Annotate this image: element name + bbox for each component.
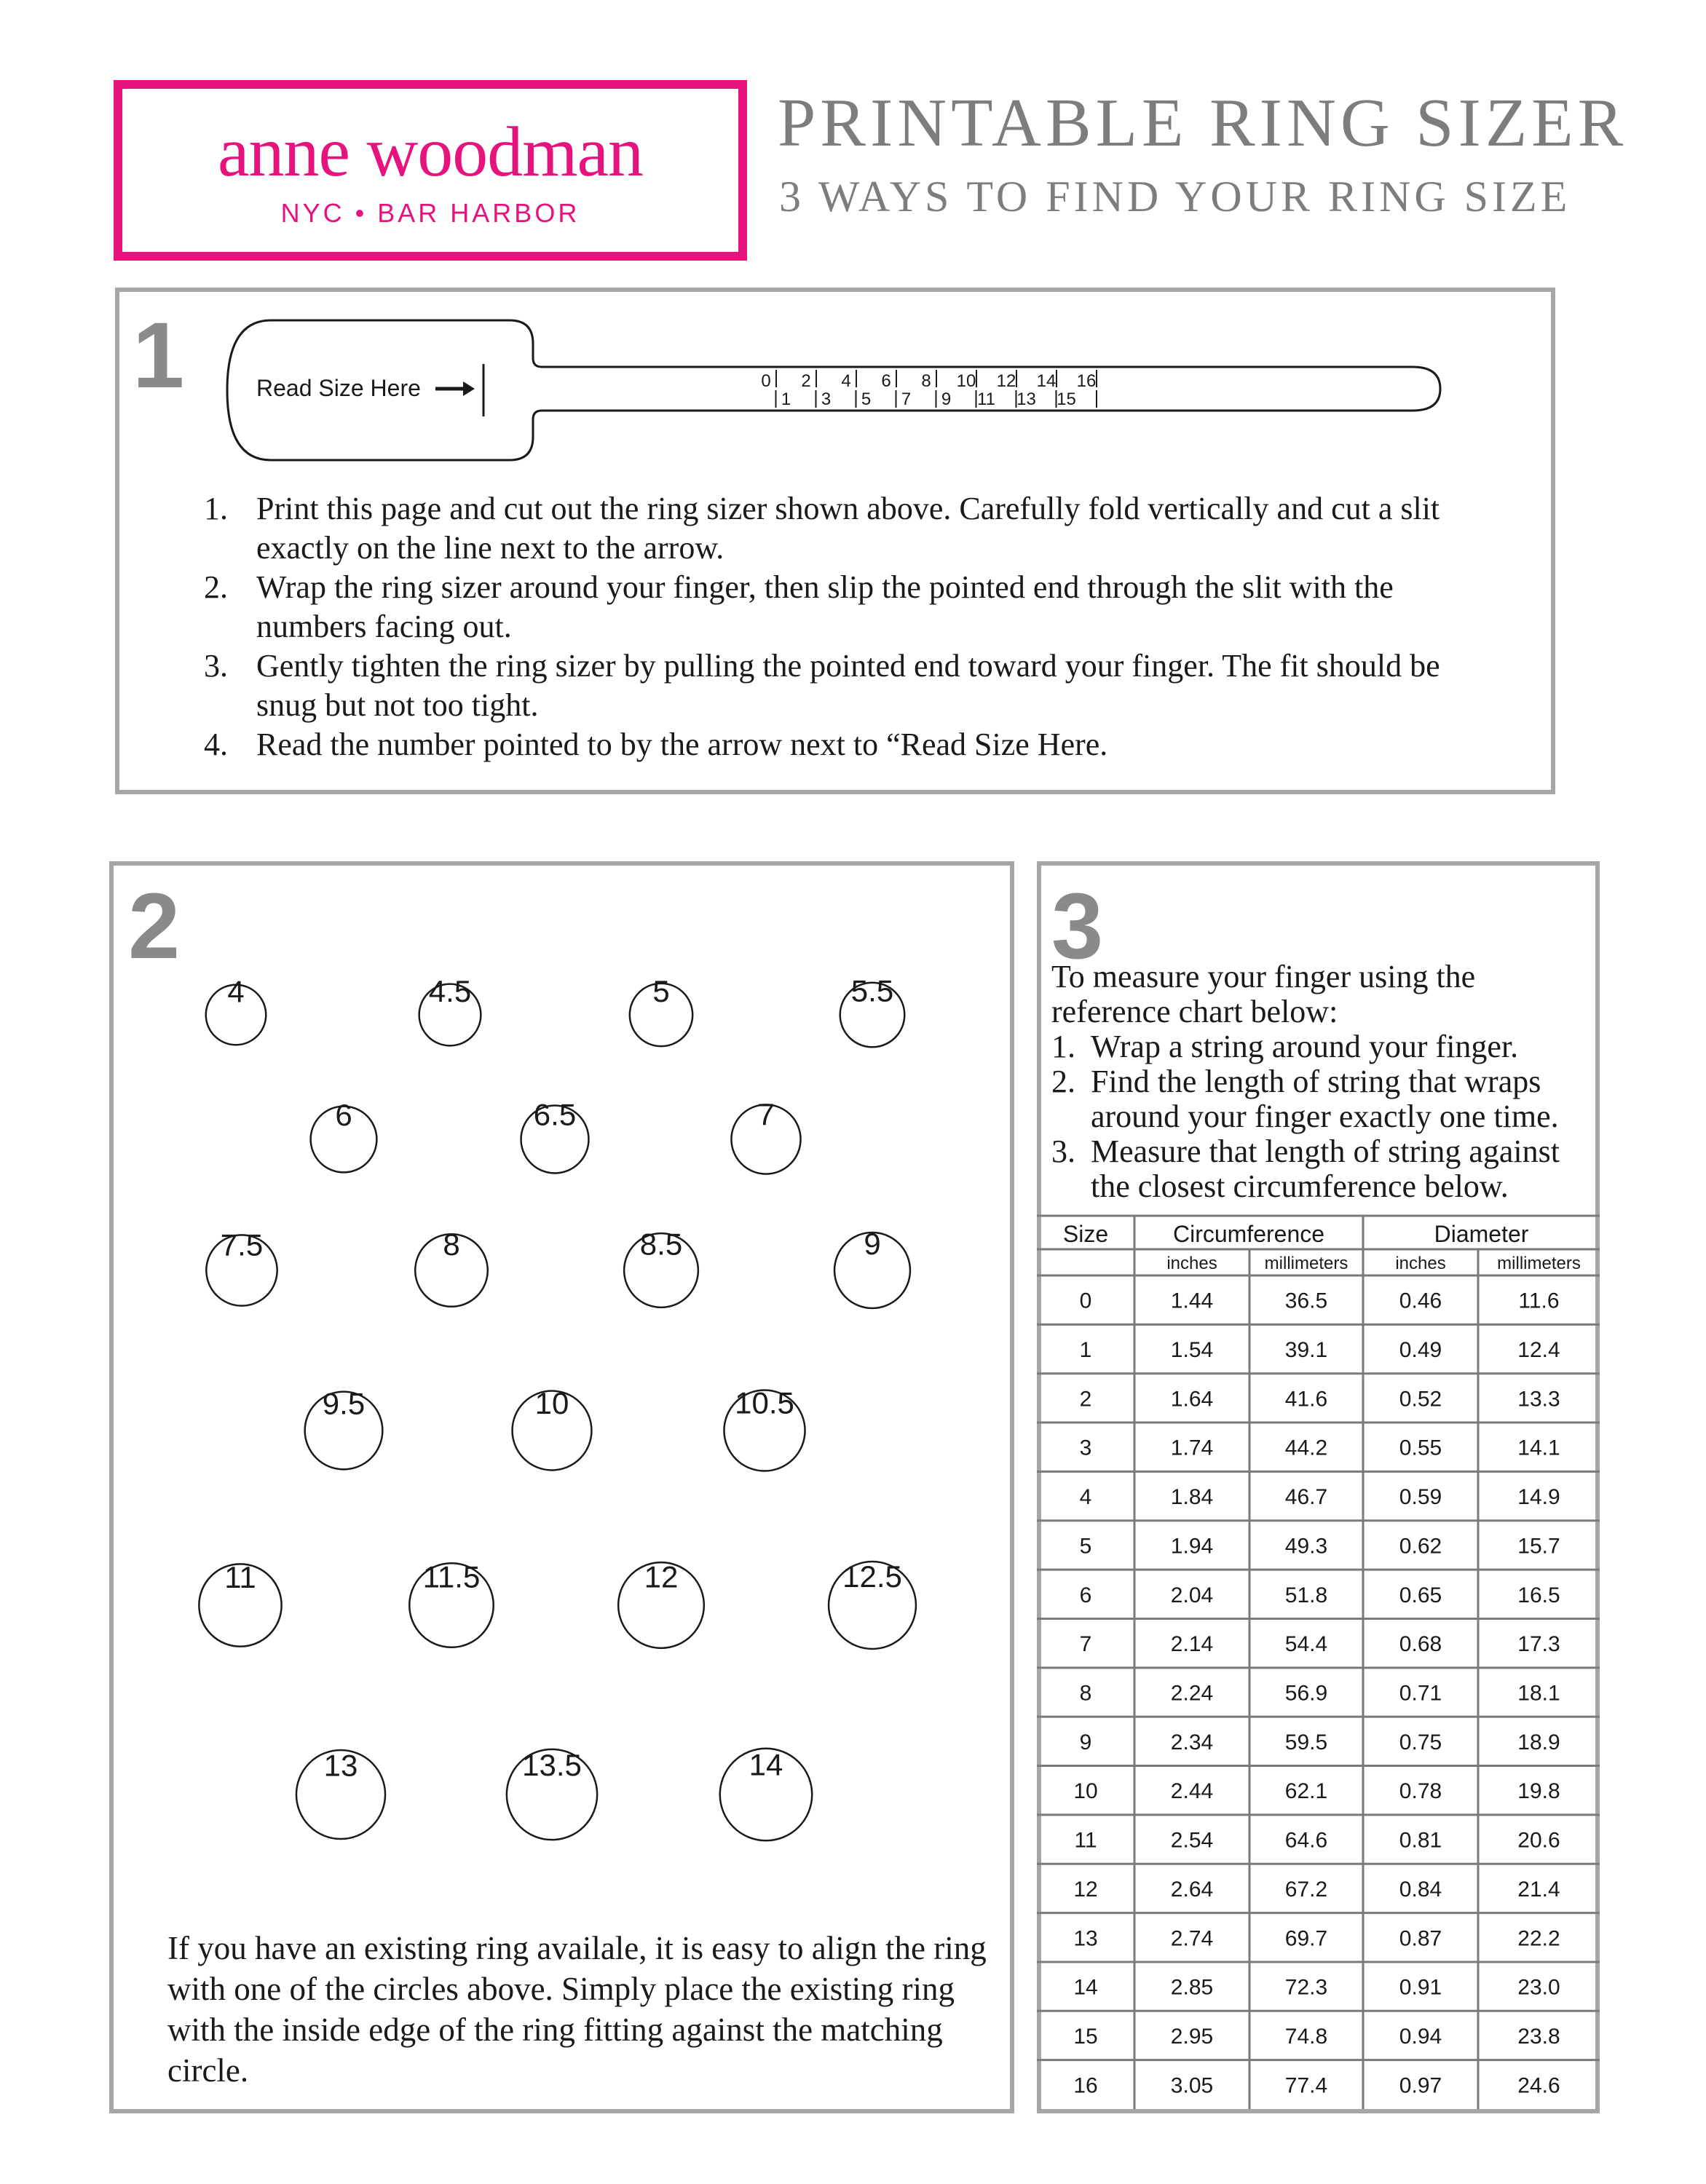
table-cell: 14 — [1073, 1975, 1098, 2000]
circle-size-label: 12.5 — [842, 1559, 902, 1594]
circle-size-label: 4 — [227, 974, 245, 1009]
table-cell: 54.4 — [1284, 1632, 1328, 1657]
table-cell: 14.1 — [1517, 1436, 1560, 1460]
table-cell: 0.46 — [1399, 1289, 1442, 1313]
table-cell: 0.94 — [1399, 2024, 1442, 2049]
table-cell: 69.7 — [1284, 1926, 1328, 1951]
table-cell: 13 — [1073, 1926, 1098, 1951]
table-cell: 0.87 — [1399, 1926, 1442, 1951]
table-cell: 16 — [1073, 2073, 1098, 2098]
table-cell: 1.64 — [1170, 1387, 1214, 1412]
instruction-step: 1. Print this page and cut out the ring sizer shown above. Carefully fold vertically and cut a slit exactly on the line next to the arrow. — [204, 491, 1440, 566]
scale-label-bottom: 13 — [1016, 389, 1036, 409]
table-cell: 9 — [1079, 1730, 1092, 1754]
table-cell: 3 — [1079, 1436, 1092, 1460]
table-cell: 39.1 — [1284, 1338, 1328, 1363]
section-2-number: 2 — [128, 874, 181, 978]
table-cell: 12.4 — [1517, 1338, 1560, 1363]
circle-size-label: 13.5 — [522, 1747, 582, 1782]
table-cell: 17.3 — [1517, 1632, 1560, 1657]
read-size-label: Read Size Here — [256, 375, 421, 401]
section-3-number: 3 — [1051, 874, 1104, 978]
table-cell: 67.2 — [1284, 1877, 1328, 1902]
table-cell: 2 — [1079, 1387, 1092, 1412]
table-subheader: millimeters — [1264, 1254, 1348, 1273]
circle-size-label: 7.5 — [220, 1227, 264, 1262]
scale-label-bottom: 7 — [901, 389, 912, 409]
scale-label-top: 4 — [841, 371, 851, 391]
table-cell: 2.64 — [1170, 1877, 1214, 1902]
table-cell: 21.4 — [1517, 1877, 1560, 1902]
table-cell: 10 — [1073, 1779, 1098, 1804]
table-cell: 18.1 — [1517, 1681, 1560, 1706]
circle-size-label: 4.5 — [428, 974, 472, 1009]
table-subheader: inches — [1395, 1254, 1446, 1273]
table-cell: 3.05 — [1170, 2073, 1214, 2098]
scale-label-bottom: 5 — [861, 389, 872, 409]
table-cell: 0.49 — [1399, 1338, 1442, 1363]
scale-label-top: 14 — [1036, 371, 1057, 391]
table-cell: 0.52 — [1399, 1387, 1442, 1412]
table-cell: 0.78 — [1399, 1779, 1442, 1804]
table-cell: 0.75 — [1399, 1730, 1442, 1754]
table-cell: 44.2 — [1284, 1436, 1328, 1460]
scale-label-top: 16 — [1076, 371, 1097, 391]
section-1-number: 1 — [133, 304, 185, 408]
table-cell: 62.1 — [1284, 1779, 1328, 1804]
measure-intro: To measure your finger using the reference chart below: — [1051, 959, 1476, 1029]
measure-step: 2. Find the length of string that wraps around your finger exactly one time. — [1051, 1064, 1559, 1134]
instruction-step: 3. Gently tighten the ring sizer by pulling the pointed end toward your finger. The fit should be snug but not too tight. — [204, 648, 1440, 723]
scale-label-bottom: 9 — [941, 389, 952, 409]
table-cell: 0 — [1079, 1289, 1092, 1313]
scale-label-bottom: 1 — [781, 389, 791, 409]
table-cell: 59.5 — [1284, 1730, 1328, 1754]
circle-size-label: 11 — [224, 1560, 256, 1595]
table-cell: 0.55 — [1399, 1436, 1442, 1460]
table-cell: 64.6 — [1284, 1828, 1328, 1853]
table-cell: 36.5 — [1284, 1289, 1328, 1313]
existing-ring-note: If you have an existing ring availale, it is easy to align the ring with one of the circles above. Simply place the existing ring with the inside edge of the ring fitting against the matching circle. — [167, 1930, 987, 2089]
table-cell: 23.0 — [1517, 1975, 1560, 2000]
circle-size-label: 6 — [335, 1097, 352, 1132]
table-cell: 11 — [1074, 1828, 1097, 1853]
table-cell: 2.14 — [1170, 1632, 1214, 1657]
table-cell: 56.9 — [1284, 1681, 1328, 1706]
circle-size-label: 12 — [644, 1559, 679, 1594]
table-cell: 2.95 — [1170, 2024, 1214, 2049]
table-subheader: inches — [1166, 1254, 1217, 1273]
table-cell: 72.3 — [1284, 1975, 1328, 2000]
table-cell: 14.9 — [1517, 1485, 1560, 1510]
size-chart-table — [1037, 1216, 1600, 2109]
table-cell: 15 — [1073, 2024, 1098, 2049]
table-cell: 2.34 — [1170, 1730, 1214, 1754]
scale-label-bottom: 15 — [1057, 389, 1076, 409]
circle-size-label: 7 — [757, 1097, 775, 1132]
scale-label-top: 0 — [761, 371, 771, 391]
scale-label-top: 6 — [881, 371, 891, 391]
table-cell: 74.8 — [1284, 2024, 1328, 2049]
table-cell: 0.59 — [1399, 1485, 1442, 1510]
table-cell: 2.54 — [1170, 1828, 1214, 1853]
sizing-circles — [199, 973, 916, 1840]
table-cell: 1.84 — [1170, 1485, 1214, 1510]
brand-locations: NYC • BAR HARBOR — [280, 198, 580, 228]
table-cell: 2.44 — [1170, 1779, 1214, 1804]
table-cell: 22.2 — [1517, 1926, 1560, 1951]
page-subtitle: 3 WAYS TO FIND YOUR RING SIZE — [779, 173, 1571, 221]
table-cell: 0.91 — [1399, 1975, 1442, 2000]
table-cell: 12 — [1073, 1877, 1098, 1902]
circle-size-label: 5 — [652, 973, 670, 1008]
circle-size-label: 8.5 — [639, 1227, 683, 1262]
table-header-circumference: Circumference — [1172, 1221, 1325, 1247]
brand-name: anne woodman — [218, 113, 643, 191]
table-cell: 24.6 — [1517, 2073, 1560, 2098]
table-cell: 6 — [1079, 1583, 1092, 1607]
table-cell: 1.74 — [1170, 1436, 1214, 1460]
table-cell: 41.6 — [1284, 1387, 1328, 1412]
table-cell: 1.44 — [1170, 1289, 1214, 1313]
table-header-size: Size — [1062, 1221, 1109, 1247]
circle-size-label: 5.5 — [850, 973, 894, 1008]
table-subheader: millimeters — [1497, 1254, 1581, 1273]
table-cell: 19.8 — [1517, 1779, 1560, 1804]
table-cell: 4 — [1079, 1485, 1092, 1510]
circle-size-label: 9 — [864, 1227, 881, 1262]
table-cell: 11.6 — [1518, 1289, 1560, 1313]
scale-label-top: 10 — [956, 371, 976, 391]
circle-size-label: 14 — [749, 1747, 783, 1782]
table-cell: 2.24 — [1170, 1681, 1214, 1706]
table-cell: 7 — [1079, 1632, 1092, 1657]
table-cell: 0.71 — [1399, 1681, 1442, 1706]
scale-label-top: 2 — [801, 371, 811, 391]
measure-step: 3. Measure that length of string against the closest circumference below. — [1051, 1133, 1560, 1204]
table-cell: 2.04 — [1170, 1583, 1214, 1607]
table-cell: 13.3 — [1517, 1387, 1560, 1412]
page-title: PRINTABLE RING SIZER — [778, 85, 1628, 161]
table-cell: 49.3 — [1284, 1534, 1328, 1559]
table-cell: 77.4 — [1284, 2073, 1328, 2098]
table-cell: 0.62 — [1399, 1534, 1442, 1559]
table-cell: 51.8 — [1284, 1583, 1328, 1607]
table-cell: 2.74 — [1170, 1926, 1214, 1951]
circle-size-label: 9.5 — [322, 1386, 366, 1421]
table-cell: 0.84 — [1399, 1877, 1442, 1902]
table-cell: 0.81 — [1399, 1828, 1442, 1853]
instruction-step: 4. Read the number pointed to by the arrow next to “Read Size Here. — [204, 727, 1108, 762]
table-cell: 1.94 — [1170, 1534, 1214, 1559]
circle-size-label: 10 — [534, 1386, 569, 1421]
table-cell: 2.85 — [1170, 1975, 1214, 2000]
circle-size-label: 10.5 — [735, 1385, 794, 1420]
scale-label-bottom: 3 — [821, 389, 832, 409]
circle-size-label: 13 — [323, 1748, 358, 1783]
instruction-step: 2. Wrap the ring sizer around your finger, then slip the pointed end through the slit with the numbers facing out. — [204, 569, 1394, 644]
table-cell: 0.68 — [1399, 1632, 1442, 1657]
table-cell: 1 — [1079, 1338, 1092, 1363]
table-cell: 18.9 — [1517, 1730, 1560, 1754]
table-cell: 15.7 — [1517, 1534, 1560, 1559]
table-cell: 23.8 — [1517, 2024, 1560, 2049]
table-cell: 0.65 — [1399, 1583, 1442, 1607]
table-cell: 20.6 — [1517, 1828, 1560, 1853]
scale-label-bottom: 11 — [977, 389, 995, 409]
table-cell: 0.97 — [1399, 2073, 1442, 2098]
circle-size-label: 11.5 — [422, 1559, 481, 1594]
scale-label-top: 12 — [996, 371, 1016, 391]
table-cell: 8 — [1079, 1681, 1092, 1706]
table-header-diameter: Diameter — [1434, 1221, 1529, 1247]
measure-step: 1. Wrap a string around your finger. — [1051, 1029, 1519, 1064]
circle-size-label: 6.5 — [533, 1097, 577, 1132]
scale-label-top: 8 — [921, 371, 931, 391]
table-cell: 5 — [1079, 1534, 1092, 1559]
table-cell: 1.54 — [1170, 1338, 1214, 1363]
table-cell: 16.5 — [1517, 1583, 1560, 1607]
circle-size-label: 8 — [443, 1227, 460, 1262]
table-cell: 46.7 — [1284, 1485, 1328, 1510]
